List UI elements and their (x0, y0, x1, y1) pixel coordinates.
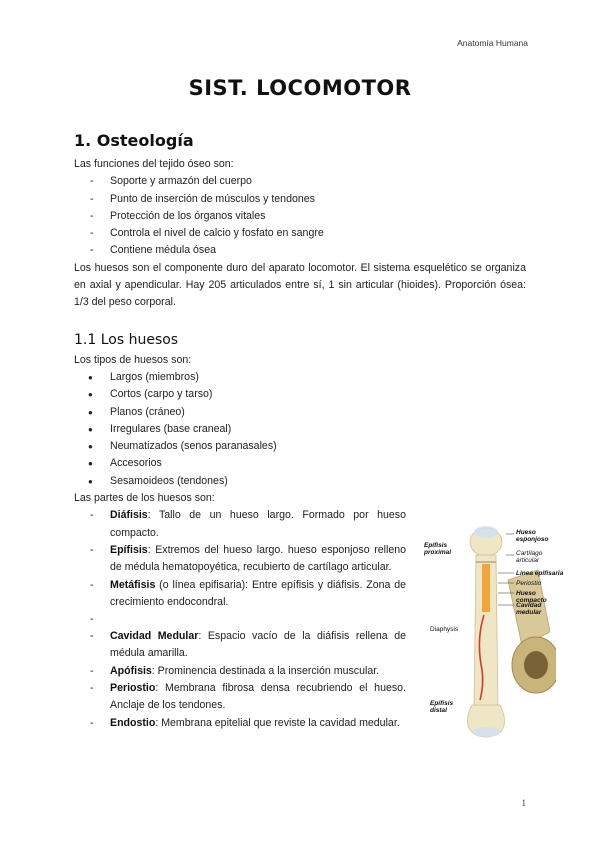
distal-cartilage-shape (472, 727, 500, 737)
section-heading-osteologia: 1. Osteología (74, 131, 194, 150)
list-item (74, 628, 406, 663)
articular-cartilage-shape (474, 526, 498, 538)
part-desc: : Membrana epitelial que reviste la cavidad medular. (155, 716, 400, 729)
page-title: SIST. LOCOMOTOR (188, 76, 412, 100)
label-linea-epifisaria: Línea epifisaria (516, 570, 564, 577)
part-term: Periostio (110, 682, 156, 695)
label-epifisis-distal: Epífisis distal (430, 700, 454, 714)
part-term: Endostio (110, 716, 156, 729)
long-bone-figure (424, 520, 564, 750)
label-diaphysis: Diaphysis (430, 626, 459, 633)
part-term: Diáfisis (110, 509, 148, 522)
list-item (74, 542, 406, 577)
label-cavidad-medular: Cavidad medular (516, 602, 542, 616)
list-item: ● Planos (cráneo) (74, 404, 526, 421)
label-hueso-compacto: Hueso compacto (516, 590, 547, 604)
bone-parts-list (74, 507, 406, 732)
label-epifisis-proximal: Epífisis proximal (424, 542, 452, 556)
bone-types-list (74, 369, 526, 490)
list-item: ● Largos (miembros) (74, 369, 526, 386)
label-periostio: Periostio (516, 580, 542, 587)
parts-intro: Las partes de los huesos son: (74, 492, 215, 505)
types-intro: Los tipos de huesos son: (74, 353, 192, 366)
part-desc: : Membrana fibrosa densa recubriendo el hueso. Anclaje de los tendones. (110, 682, 406, 712)
list-item (74, 663, 406, 680)
list-item: - Soporte y armazón del cuerpo (74, 173, 526, 190)
section-heading-huesos: 1.1 Los huesos (74, 331, 179, 348)
label-cartilago-articular: Cartílago articular (516, 550, 543, 564)
page-number: 1 (521, 798, 526, 808)
list-item (74, 715, 406, 732)
part-desc: : Tallo de un hueso largo. Formado por hueso compacto. (110, 509, 406, 539)
part-desc: : Espacio vacío de la diáfisis rellena de médula amarilla. (110, 630, 406, 660)
list-item: - Protección de los órganos vitales (74, 208, 526, 225)
label-hueso-esponjoso: Hueso esponjoso (516, 529, 549, 543)
list-item (74, 680, 406, 715)
part-term: Cavidad Medular (110, 630, 199, 643)
list-item: - Contiene médula ósea (74, 242, 526, 259)
part-desc: (o línea epifisaria): Entre epífisis y diáfisis. Zona de crecimiento endocondral. (110, 578, 406, 608)
part-term: Epífisis (110, 543, 148, 556)
part-desc: : Prominencia destinada a la inserción muscular. (151, 664, 380, 677)
list-item: ● Irregulares (base craneal) (74, 421, 526, 438)
list-item: ● Sesamoideos (tendones) (74, 473, 526, 490)
part-desc: : Extremos del hueso largo. hueso esponjoso relleno de médula hematopoyética, recubierto de cartílago articular. (110, 543, 406, 574)
part-term: Apófisis (110, 664, 152, 677)
header-subject: Anatomía Humana (457, 38, 528, 48)
list-item: ● Cortos (carpo y tarso) (74, 386, 526, 403)
functions-list (74, 173, 526, 259)
list-item: - Punto de inserción de músculos y tendones (74, 191, 526, 208)
bones-paragraph: Los huesos son el componente duro del aparato locomotor. El sistema esquelético se organiza en axial y apendicular. Hay 205 articulados entre sí, 1 sin articular (hioides). Proporción ósea: 1/3 del peso corporal. (74, 261, 526, 309)
list-item: ● Neumatizados (senos paranasales) (74, 438, 526, 455)
list-spacer (74, 611, 406, 628)
list-item (74, 577, 406, 612)
marrow-cavity-shape (482, 564, 490, 612)
list-item: ● Accesorios (74, 455, 526, 472)
list-item: - Controla el nivel de calcio y fosfato en sangre (74, 225, 526, 242)
cross-section-cavity (524, 651, 548, 679)
part-term: Metáfisis (110, 578, 156, 591)
functions-intro: Las funciones del tejido óseo son: (74, 158, 234, 170)
list-item (74, 507, 406, 542)
